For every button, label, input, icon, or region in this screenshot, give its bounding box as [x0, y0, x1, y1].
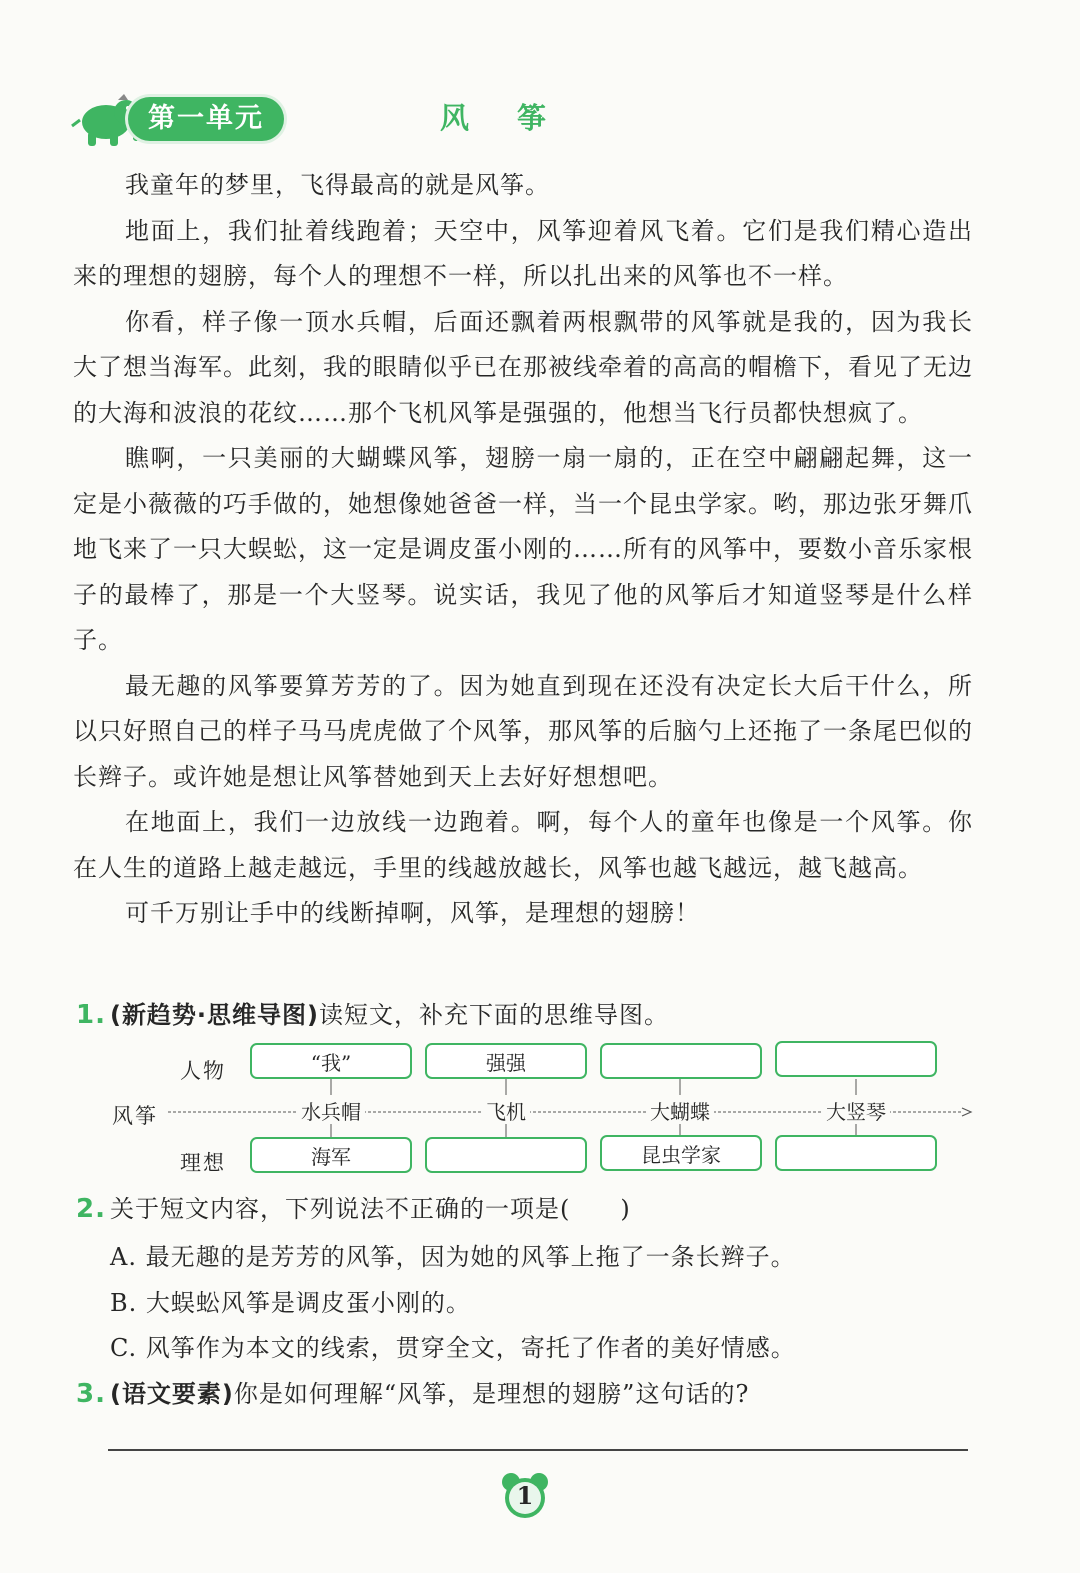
passage-paragraph: 在地面上，我们一边放线一边跑着。啊，每个人的童年也像是一个风筝。你在人生的道路上越走越远，手里的线越放越长，风筝也越飞越远，越飞越高。 — [73, 808, 973, 882]
question-number: 2. — [76, 1194, 106, 1224]
person-box-1: “我” — [250, 1043, 412, 1079]
mind-map-connectors — [0, 1079, 1080, 1139]
page-number: 1 — [516, 1481, 534, 1510]
question-text: 你是如何理解“风筝，是理想的翅膀”这句话的? — [233, 1380, 750, 1408]
option-a[interactable]: A. 最无趣的是芳芳的风筝，因为她的风筝上拖了一条长辫子。 — [110, 1243, 796, 1271]
question-number: 3. — [76, 1379, 106, 1409]
option-b[interactable]: B. 大蜈蚣风筝是调皮蛋小刚的。 — [110, 1289, 471, 1317]
mind-map-row-label-person: 人物 — [180, 1059, 226, 1083]
mind-map-row-label-kite: 风筝 — [112, 1104, 158, 1128]
question-tag: (新趋势·思维导图) — [109, 1001, 320, 1029]
passage-paragraph: 最无趣的风筝要算芳芳的了。因为她直到现在还没有决定长大后干什么，所以只好照自己的样子马马虎虎做了个风筝，那风筝的后脑勺上还拖了一条尾巴似的长辫子。或许她是想让风筝替她到天上去好好想想吧。 — [73, 671, 973, 791]
ideal-box-3: 昆虫学家 — [600, 1135, 762, 1171]
question-3 — [76, 1377, 749, 1411]
answer-line[interactable] — [108, 1449, 968, 1451]
question-text: 关于短文内容，下列说法不正确的一项是( ) — [109, 1195, 631, 1223]
ideal-answer-blank[interactable] — [775, 1135, 937, 1171]
page-title: 风筝 — [440, 101, 595, 135]
kite-node: 大蝴蝶 — [646, 1100, 714, 1124]
person-answer-blank[interactable] — [600, 1043, 762, 1079]
kite-node: 飞机 — [482, 1100, 530, 1124]
mind-map — [0, 1035, 1080, 1180]
passage-paragraph: 可千万别让手中的线断掉啊，风筝，是理想的翅膀！ — [125, 899, 700, 927]
unit-badge: 第一单元 — [128, 97, 284, 141]
kite-node: 大竖琴 — [822, 1100, 890, 1124]
question-2 — [76, 1192, 631, 1226]
option-c[interactable]: C. 风筝作为本文的线索，贯穿全文，寄托了作者的美好情感。 — [110, 1334, 796, 1362]
question-number: 1. — [76, 1000, 106, 1030]
ideal-answer-blank[interactable] — [425, 1137, 587, 1173]
question-tag: (语文要素) — [109, 1380, 234, 1408]
question-1 — [76, 998, 669, 1032]
ideal-box-1: 海军 — [250, 1137, 412, 1173]
mind-map-row-label-ideal: 理想 — [180, 1151, 226, 1175]
kite-node: 水兵帽 — [297, 1100, 365, 1124]
passage-paragraph: 地面上，我们扯着线跑着；天空中，风筝迎着风飞着。它们是我们精心造出来的理想的翅膀，每个人的理想不一样，所以扎出来的风筝也不一样。 — [73, 216, 973, 290]
passage-paragraph: 你看，样子像一顶水兵帽，后面还飘着两根飘带的风筝就是我的，因为我长大了想当海军。此刻，我的眼睛似乎已在那被线牵着的高高的帽檐下，看见了无边的大海和波浪的花纹……那个飞机风筝是强强的，他想当飞行员都快想疯了。 — [73, 307, 973, 427]
question-text: 读短文，补充下面的思维导图。 — [319, 1001, 670, 1029]
passage-paragraph: 我童年的梦里，飞得最高的就是风筝。 — [125, 171, 550, 199]
reading-passage — [73, 163, 973, 937]
person-answer-blank[interactable] — [775, 1041, 937, 1077]
person-box-2: 强强 — [425, 1043, 587, 1079]
passage-paragraph: 瞧啊，一只美丽的大蝴蝶风筝，翅膀一扇一扇的，正在空中翩翩起舞，这一定是小薇薇的巧手做的，她想像她爸爸一样，当一个昆虫学家。哟，那边张牙舞爪地飞来了一只大蜈蚣，这一定是调皮蛋小刚的……所有的风筝中，要数小音乐家根子的最棒了，那是一个大竖琴。说实话，我见了他的风筝后才知道竖琴是什么样子。 — [73, 444, 973, 654]
